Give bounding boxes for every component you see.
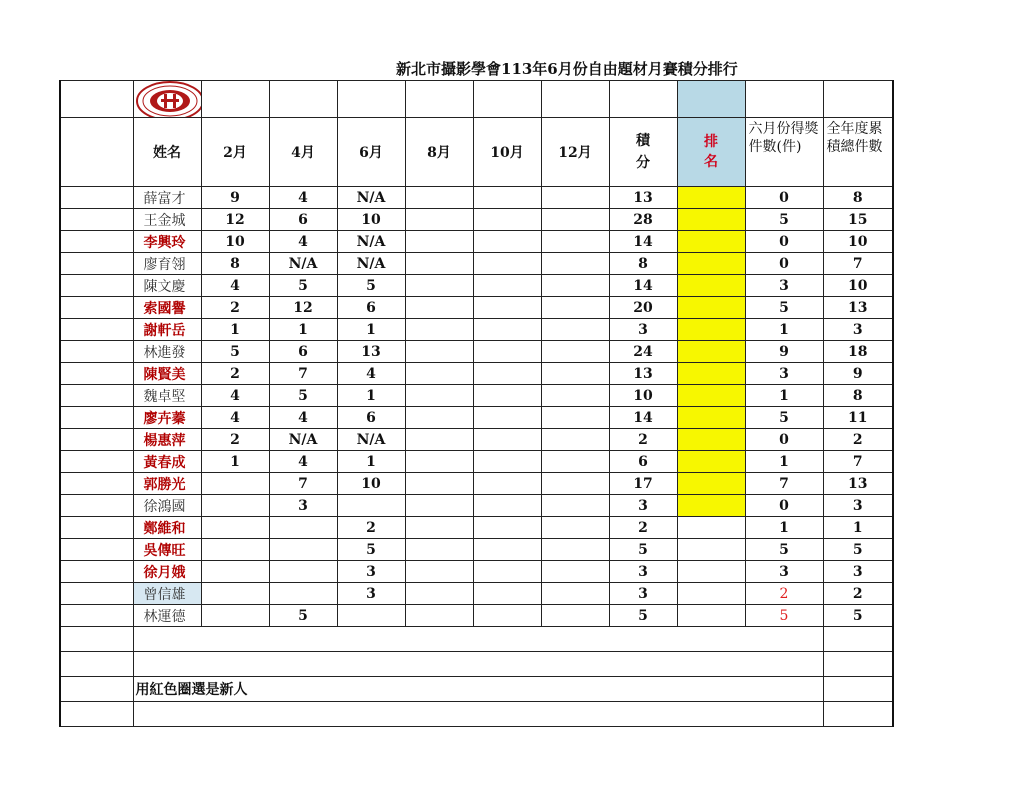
june-awards-cell: 2: [745, 583, 823, 605]
annual-total-cell: 3: [823, 561, 893, 583]
month-score-cell: 1: [337, 385, 405, 407]
month-score-cell: [541, 605, 609, 627]
rank-cell: [677, 297, 745, 319]
row-margin-cell: [60, 495, 133, 517]
member-name: 王金城: [133, 209, 201, 231]
month-score-cell: 12: [269, 297, 337, 319]
month-score-cell: [541, 275, 609, 297]
row-margin-cell: [60, 275, 133, 297]
row-margin-cell: [60, 583, 133, 605]
blank-cell: [133, 652, 823, 677]
rank-cell: [677, 231, 745, 253]
table-row: [60, 583, 893, 605]
total-score-cell: 2: [609, 429, 677, 451]
annual-total-cell: 10: [823, 231, 893, 253]
rank-cell: [677, 539, 745, 561]
annual-total-cell: 18: [823, 341, 893, 363]
month-score-cell: [473, 517, 541, 539]
member-name: 廖育翎: [133, 253, 201, 275]
month-score-cell: [473, 187, 541, 209]
june-awards-cell: 0: [745, 429, 823, 451]
june-awards-cell: 0: [745, 231, 823, 253]
month-score-cell: [473, 253, 541, 275]
month-score-cell: [405, 341, 473, 363]
rank-cell: [677, 275, 745, 297]
table-row: [60, 429, 893, 451]
month-score-cell: [405, 583, 473, 605]
annual-total-cell: 7: [823, 451, 893, 473]
row-margin-cell: [60, 187, 133, 209]
rank-cell: [677, 407, 745, 429]
member-name: 陳文慶: [133, 275, 201, 297]
row-margin-cell: [60, 539, 133, 561]
month-score-cell: [405, 187, 473, 209]
member-name: 李興玲: [133, 231, 201, 253]
month-score-cell: [473, 209, 541, 231]
total-score-cell: 17: [609, 473, 677, 495]
month-score-cell: [541, 429, 609, 451]
ranking-table: [59, 80, 894, 727]
annual-total-cell: 8: [823, 187, 893, 209]
total-score-cell: 3: [609, 583, 677, 605]
rank-cell: [677, 385, 745, 407]
month-score-cell: 2: [337, 517, 405, 539]
month-score-cell: [473, 605, 541, 627]
june-awards-cell: 3: [745, 275, 823, 297]
table-row: [60, 187, 893, 209]
month-score-cell: 5: [269, 275, 337, 297]
june-awards-cell: 5: [745, 605, 823, 627]
month-score-cell: [473, 561, 541, 583]
month-score-cell: 10: [337, 209, 405, 231]
annual-total-cell: 15: [823, 209, 893, 231]
row-margin-cell: [60, 297, 133, 319]
annual-total-cell: 2: [823, 429, 893, 451]
header-rank: 排名: [677, 118, 745, 187]
row-margin-cell: [60, 517, 133, 539]
month-score-cell: [541, 407, 609, 429]
month-score-cell: [473, 539, 541, 561]
month-score-cell: 4: [201, 275, 269, 297]
row-margin-cell: [60, 209, 133, 231]
month-score-cell: 5: [269, 605, 337, 627]
member-name: 林進發: [133, 341, 201, 363]
june-awards-cell: 3: [745, 561, 823, 583]
month-score-cell: 7: [269, 473, 337, 495]
month-score-cell: [541, 297, 609, 319]
member-name: 郭勝光: [133, 473, 201, 495]
june-awards-cell: 1: [745, 385, 823, 407]
total-score-cell: 14: [609, 231, 677, 253]
month-score-cell: N/A: [337, 187, 405, 209]
month-score-cell: [473, 231, 541, 253]
june-awards-cell: 3: [745, 363, 823, 385]
month-score-cell: [541, 495, 609, 517]
member-name: 薛富才: [133, 187, 201, 209]
row-margin-cell: [60, 605, 133, 627]
june-awards-cell: 0: [745, 187, 823, 209]
logo-cell: [133, 81, 201, 118]
month-score-cell: 9: [201, 187, 269, 209]
member-name: 魏卓堅: [133, 385, 201, 407]
row-margin-cell: [60, 385, 133, 407]
month-score-cell: [405, 473, 473, 495]
month-score-cell: [473, 407, 541, 429]
new-member-note: 用紅色圈選是新人: [133, 677, 823, 702]
header-month-apr: 4月: [269, 118, 337, 187]
month-score-cell: 5: [201, 341, 269, 363]
annual-total-cell: 5: [823, 605, 893, 627]
month-score-cell: [201, 517, 269, 539]
table-row: [60, 517, 893, 539]
rank-cell: [677, 429, 745, 451]
month-score-cell: 4: [269, 231, 337, 253]
month-score-cell: 13: [337, 341, 405, 363]
rank-cell: [677, 473, 745, 495]
june-awards-cell: 1: [745, 319, 823, 341]
member-name: 廖卉蓁: [133, 407, 201, 429]
month-score-cell: [405, 561, 473, 583]
month-score-cell: [541, 253, 609, 275]
month-score-cell: [541, 363, 609, 385]
annual-total-cell: 5: [823, 539, 893, 561]
month-score-cell: 3: [337, 583, 405, 605]
month-score-cell: 1: [337, 451, 405, 473]
total-score-cell: 3: [609, 495, 677, 517]
month-score-cell: [405, 495, 473, 517]
rank-cell: [677, 517, 745, 539]
month-score-cell: [405, 429, 473, 451]
month-score-cell: [405, 231, 473, 253]
month-score-cell: 1: [201, 319, 269, 341]
month-score-cell: [541, 539, 609, 561]
month-score-cell: [405, 539, 473, 561]
month-score-cell: [405, 363, 473, 385]
month-score-cell: [405, 407, 473, 429]
total-score-cell: 6: [609, 451, 677, 473]
table-row: [60, 385, 893, 407]
month-score-cell: [473, 429, 541, 451]
month-score-cell: 4: [337, 363, 405, 385]
month-score-cell: [541, 385, 609, 407]
month-score-cell: 1: [201, 451, 269, 473]
total-score-cell: 2: [609, 517, 677, 539]
june-awards-cell: 0: [745, 253, 823, 275]
annual-total-cell: 2: [823, 583, 893, 605]
table-row: [60, 495, 893, 517]
month-score-cell: 7: [269, 363, 337, 385]
month-score-cell: [473, 275, 541, 297]
june-awards-cell: 1: [745, 451, 823, 473]
table-row: [60, 473, 893, 495]
month-score-cell: [541, 231, 609, 253]
member-name: 徐月娥: [133, 561, 201, 583]
rank-cell: [677, 363, 745, 385]
total-score-cell: 5: [609, 605, 677, 627]
annual-total-cell: 11: [823, 407, 893, 429]
month-score-cell: 5: [269, 385, 337, 407]
june-awards-cell: 1: [745, 517, 823, 539]
month-score-cell: [473, 583, 541, 605]
member-name: 陳賢美: [133, 363, 201, 385]
row-margin-cell: [60, 253, 133, 275]
month-score-cell: [541, 341, 609, 363]
table-row: [60, 231, 893, 253]
month-score-cell: [473, 473, 541, 495]
table-row: [60, 363, 893, 385]
table-row: [60, 297, 893, 319]
annual-total-cell: 13: [823, 297, 893, 319]
annual-total-cell: 1: [823, 517, 893, 539]
month-score-cell: [201, 605, 269, 627]
total-score-cell: 28: [609, 209, 677, 231]
member-name: 徐鴻國: [133, 495, 201, 517]
total-score-cell: 5: [609, 539, 677, 561]
month-score-cell: [269, 561, 337, 583]
month-score-cell: [405, 605, 473, 627]
row-margin-cell: [60, 561, 133, 583]
month-score-cell: [541, 187, 609, 209]
header-month-aug: 8月: [405, 118, 473, 187]
month-score-cell: 2: [201, 297, 269, 319]
month-score-cell: 8: [201, 253, 269, 275]
row-margin-cell: [60, 319, 133, 341]
month-score-cell: 1: [269, 319, 337, 341]
month-score-cell: 1: [337, 319, 405, 341]
month-score-cell: [473, 495, 541, 517]
month-score-cell: 2: [201, 363, 269, 385]
header-month-jun: 6月: [337, 118, 405, 187]
association-seal-icon: [136, 81, 202, 118]
month-score-cell: [405, 319, 473, 341]
rank-cell: [677, 561, 745, 583]
month-score-cell: N/A: [269, 429, 337, 451]
annual-total-cell: 8: [823, 385, 893, 407]
june-awards-cell: 9: [745, 341, 823, 363]
month-score-cell: [473, 341, 541, 363]
rank-cell: [677, 319, 745, 341]
month-score-cell: 2: [201, 429, 269, 451]
month-score-cell: [473, 363, 541, 385]
row-margin-cell: [60, 451, 133, 473]
row-margin-cell: [60, 341, 133, 363]
member-name: 林運德: [133, 605, 201, 627]
header-june-awards: 六月份得獎件數(件): [745, 118, 823, 187]
total-score-cell: 14: [609, 407, 677, 429]
month-score-cell: 6: [269, 209, 337, 231]
blank-row: [60, 627, 893, 652]
month-score-cell: [405, 253, 473, 275]
month-score-cell: [201, 473, 269, 495]
month-score-cell: [405, 209, 473, 231]
member-name: 楊惠萍: [133, 429, 201, 451]
annual-total-cell: 9: [823, 363, 893, 385]
month-score-cell: [405, 451, 473, 473]
member-name: 索國譽: [133, 297, 201, 319]
june-awards-cell: 5: [745, 407, 823, 429]
header-month-dec: 12月: [541, 118, 609, 187]
header-row: [60, 118, 893, 187]
june-awards-cell: 5: [745, 297, 823, 319]
member-name: 吳傳旺: [133, 539, 201, 561]
month-score-cell: [269, 583, 337, 605]
header-month-feb: 2月: [201, 118, 269, 187]
rank-cell: [677, 253, 745, 275]
month-score-cell: [405, 297, 473, 319]
month-score-cell: 6: [337, 407, 405, 429]
rank-cell: [677, 341, 745, 363]
month-score-cell: [337, 605, 405, 627]
annual-total-cell: 13: [823, 473, 893, 495]
month-score-cell: [269, 539, 337, 561]
month-score-cell: 4: [269, 451, 337, 473]
header-annual-total: 全年度累積總件數: [823, 118, 893, 187]
table-row: [60, 561, 893, 583]
month-score-cell: [269, 517, 337, 539]
month-score-cell: 6: [337, 297, 405, 319]
rank-cell: [677, 451, 745, 473]
month-score-cell: [405, 275, 473, 297]
rank-cell: [677, 605, 745, 627]
rank-cell: [677, 187, 745, 209]
month-score-cell: 4: [269, 407, 337, 429]
total-score-cell: 24: [609, 341, 677, 363]
month-score-cell: 3: [337, 561, 405, 583]
month-score-cell: [473, 297, 541, 319]
table-row: [60, 209, 893, 231]
month-score-cell: N/A: [337, 231, 405, 253]
month-score-cell: 4: [269, 187, 337, 209]
row-margin-cell: [60, 473, 133, 495]
total-score-cell: 3: [609, 561, 677, 583]
rank-cell: [677, 583, 745, 605]
month-score-cell: [541, 451, 609, 473]
month-score-cell: [201, 495, 269, 517]
total-score-cell: 10: [609, 385, 677, 407]
table-row: [60, 605, 893, 627]
blank-row: [60, 652, 893, 677]
month-score-cell: [473, 385, 541, 407]
member-name: 鄭維和: [133, 517, 201, 539]
month-score-cell: [405, 385, 473, 407]
annual-total-cell: 7: [823, 253, 893, 275]
table-row: [60, 539, 893, 561]
header-month-oct: 10月: [473, 118, 541, 187]
total-score-cell: 3: [609, 319, 677, 341]
month-score-cell: [201, 561, 269, 583]
member-name: 謝軒岳: [133, 319, 201, 341]
table-row: [60, 319, 893, 341]
table-row: [60, 253, 893, 275]
total-score-cell: 20: [609, 297, 677, 319]
month-score-cell: 4: [201, 385, 269, 407]
table-row: [60, 341, 893, 363]
sheet-title: 新北市攝影學會113年6月份自由題材月賽積分排行: [396, 60, 738, 78]
month-score-cell: [541, 517, 609, 539]
top-spacer-row: [60, 81, 893, 118]
month-score-cell: N/A: [337, 429, 405, 451]
month-score-cell: 6: [269, 341, 337, 363]
june-awards-cell: 7: [745, 473, 823, 495]
month-score-cell: [337, 495, 405, 517]
blank-row: [60, 677, 893, 702]
month-score-cell: [541, 561, 609, 583]
rank-cell: [677, 495, 745, 517]
table-row: [60, 451, 893, 473]
annual-total-cell: 3: [823, 495, 893, 517]
header-score: 積分: [609, 118, 677, 187]
month-score-cell: 10: [201, 231, 269, 253]
month-score-cell: N/A: [337, 253, 405, 275]
month-score-cell: [541, 209, 609, 231]
row-margin-cell: [60, 407, 133, 429]
month-score-cell: [473, 451, 541, 473]
june-awards-cell: 0: [745, 495, 823, 517]
row-margin-cell: [60, 429, 133, 451]
total-score-cell: 13: [609, 187, 677, 209]
member-name: 黃春成: [133, 451, 201, 473]
member-name: 曾信雄: [133, 583, 201, 605]
total-score-cell: 14: [609, 275, 677, 297]
table-row: [60, 407, 893, 429]
month-score-cell: [473, 319, 541, 341]
annual-total-cell: 3: [823, 319, 893, 341]
annual-total-cell: 10: [823, 275, 893, 297]
month-score-cell: [405, 517, 473, 539]
month-score-cell: 12: [201, 209, 269, 231]
month-score-cell: 4: [201, 407, 269, 429]
blank-row: [60, 702, 893, 727]
blank-cell: [133, 627, 823, 652]
row-margin-cell: [60, 231, 133, 253]
total-score-cell: 8: [609, 253, 677, 275]
june-awards-cell: 5: [745, 539, 823, 561]
month-score-cell: [201, 539, 269, 561]
june-awards-cell: 5: [745, 209, 823, 231]
rank-header-top: [677, 81, 745, 118]
month-score-cell: 5: [337, 539, 405, 561]
rank-cell: [677, 209, 745, 231]
month-score-cell: 3: [269, 495, 337, 517]
row-margin-cell: [60, 363, 133, 385]
month-score-cell: 5: [337, 275, 405, 297]
month-score-cell: [541, 583, 609, 605]
blank-cell: [133, 702, 823, 727]
total-score-cell: 13: [609, 363, 677, 385]
month-score-cell: [541, 473, 609, 495]
month-score-cell: [201, 583, 269, 605]
month-score-cell: [541, 319, 609, 341]
month-score-cell: N/A: [269, 253, 337, 275]
month-score-cell: 10: [337, 473, 405, 495]
header-name: 姓名: [133, 118, 201, 187]
table-row: [60, 275, 893, 297]
